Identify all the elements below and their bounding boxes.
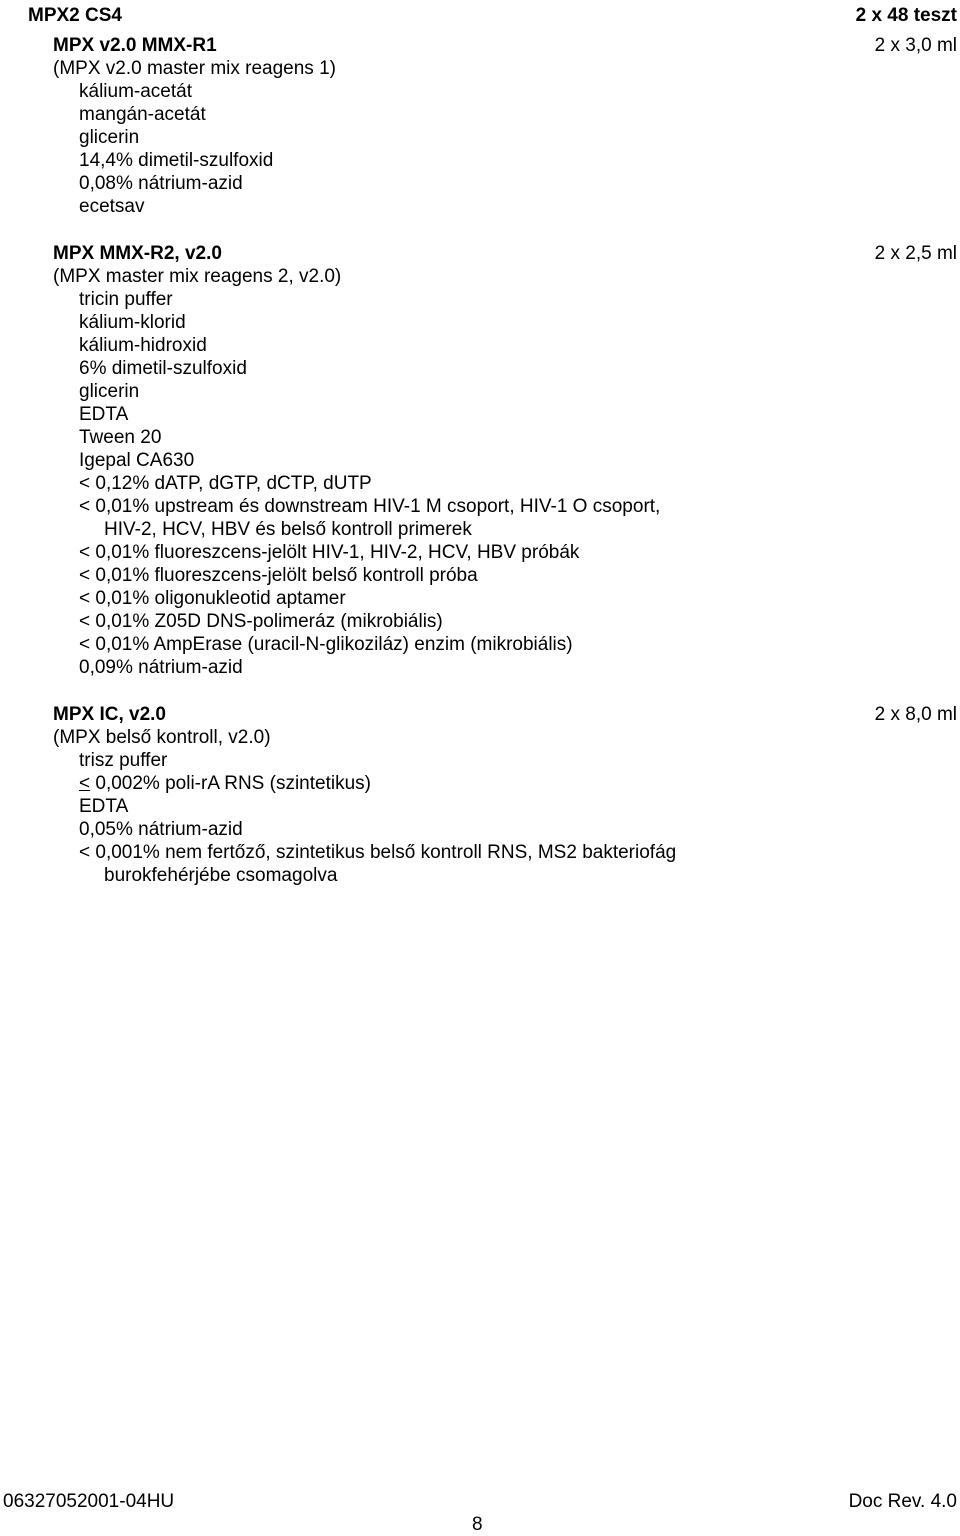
ingredient: Igepal CA630	[79, 450, 195, 471]
section-title: MPX IC, v2.0	[53, 704, 166, 725]
ingredient: 0,08% nátrium-azid	[79, 173, 243, 194]
ingredient: < 0,01% upstream és downstream HIV-1 M csoport, HIV-1 O csoport,	[79, 496, 661, 517]
ingredient: < 0,001% nem fertőző, szintetikus belső kontroll RNS, MS2 bakteriofág	[79, 842, 677, 863]
ingredient: trisz puffer	[79, 750, 168, 771]
page-number: 8	[472, 1514, 483, 1535]
ingredient: < 0,12% dATP, dGTP, dCTP, dUTP	[79, 473, 372, 494]
ingredient-continuation: burokfehérjébe csomagolva	[104, 865, 338, 886]
ingredient: glicerin	[79, 381, 140, 402]
ingredient: 6% dimetil-szulfoxid	[79, 358, 247, 379]
ingredient: ecetsav	[79, 196, 145, 217]
ingredient: tricin puffer	[79, 289, 173, 310]
ingredient: < 0,01% Z05D DNS-polimeráz (mikrobiális)	[79, 611, 443, 632]
ingredient: kálium-klorid	[79, 312, 186, 333]
section-volume: 2 x 8,0 ml	[874, 704, 957, 725]
section-title: MPX MMX-R2, v2.0	[53, 243, 222, 264]
ingredient: 0,05% nátrium-azid	[79, 819, 243, 840]
kit-size: 2 x 48 teszt	[855, 5, 957, 26]
ingredient: 14,4% dimetil-szulfoxid	[79, 150, 274, 171]
section-subtitle: (MPX v2.0 master mix reagens 1)	[53, 58, 336, 79]
section-title: MPX v2.0 MMX-R1	[53, 35, 217, 56]
ingredient: < 0,01% oligonukleotid aptamer	[79, 588, 346, 609]
ingredient: glicerin	[79, 127, 140, 148]
document-id: 06327052001-04HU	[3, 1491, 175, 1512]
ingredient: mangán-acetát	[79, 104, 206, 125]
ingredient: kálium-hidroxid	[79, 335, 207, 356]
ingredient: 0,09% nátrium-azid	[79, 657, 243, 678]
ingredient	[79, 772, 371, 795]
section-subtitle: (MPX master mix reagens 2, v2.0)	[53, 266, 342, 287]
less-equal-sign: <	[79, 773, 91, 794]
section-volume: 2 x 2,5 ml	[874, 243, 957, 264]
ingredient: < 0,01% AmpErase (uracil-N-glikoziláz) enzim (mikrobiális)	[79, 634, 573, 655]
ingredient: EDTA	[79, 404, 129, 425]
ingredient: EDTA	[79, 796, 129, 817]
section-subtitle: (MPX belső kontroll, v2.0)	[53, 727, 271, 748]
ingredient-text: 0,002% poli-rA RNS (szintetikus)	[90, 773, 371, 794]
ingredient: kálium-acetát	[79, 81, 192, 102]
ingredient: Tween 20	[79, 427, 162, 448]
ingredient-continuation: HIV-2, HCV, HBV és belső kontroll primerek	[104, 519, 472, 540]
ingredient: < 0,01% fluoreszcens-jelölt belső kontroll próba	[79, 565, 478, 586]
ingredient: < 0,01% fluoreszcens-jelölt HIV-1, HIV-2, HCV, HBV próbák	[79, 542, 580, 563]
kit-name: MPX2 CS4	[28, 5, 122, 26]
document-revision: Doc Rev. 4.0	[848, 1491, 957, 1512]
section-volume: 2 x 3,0 ml	[874, 35, 957, 56]
